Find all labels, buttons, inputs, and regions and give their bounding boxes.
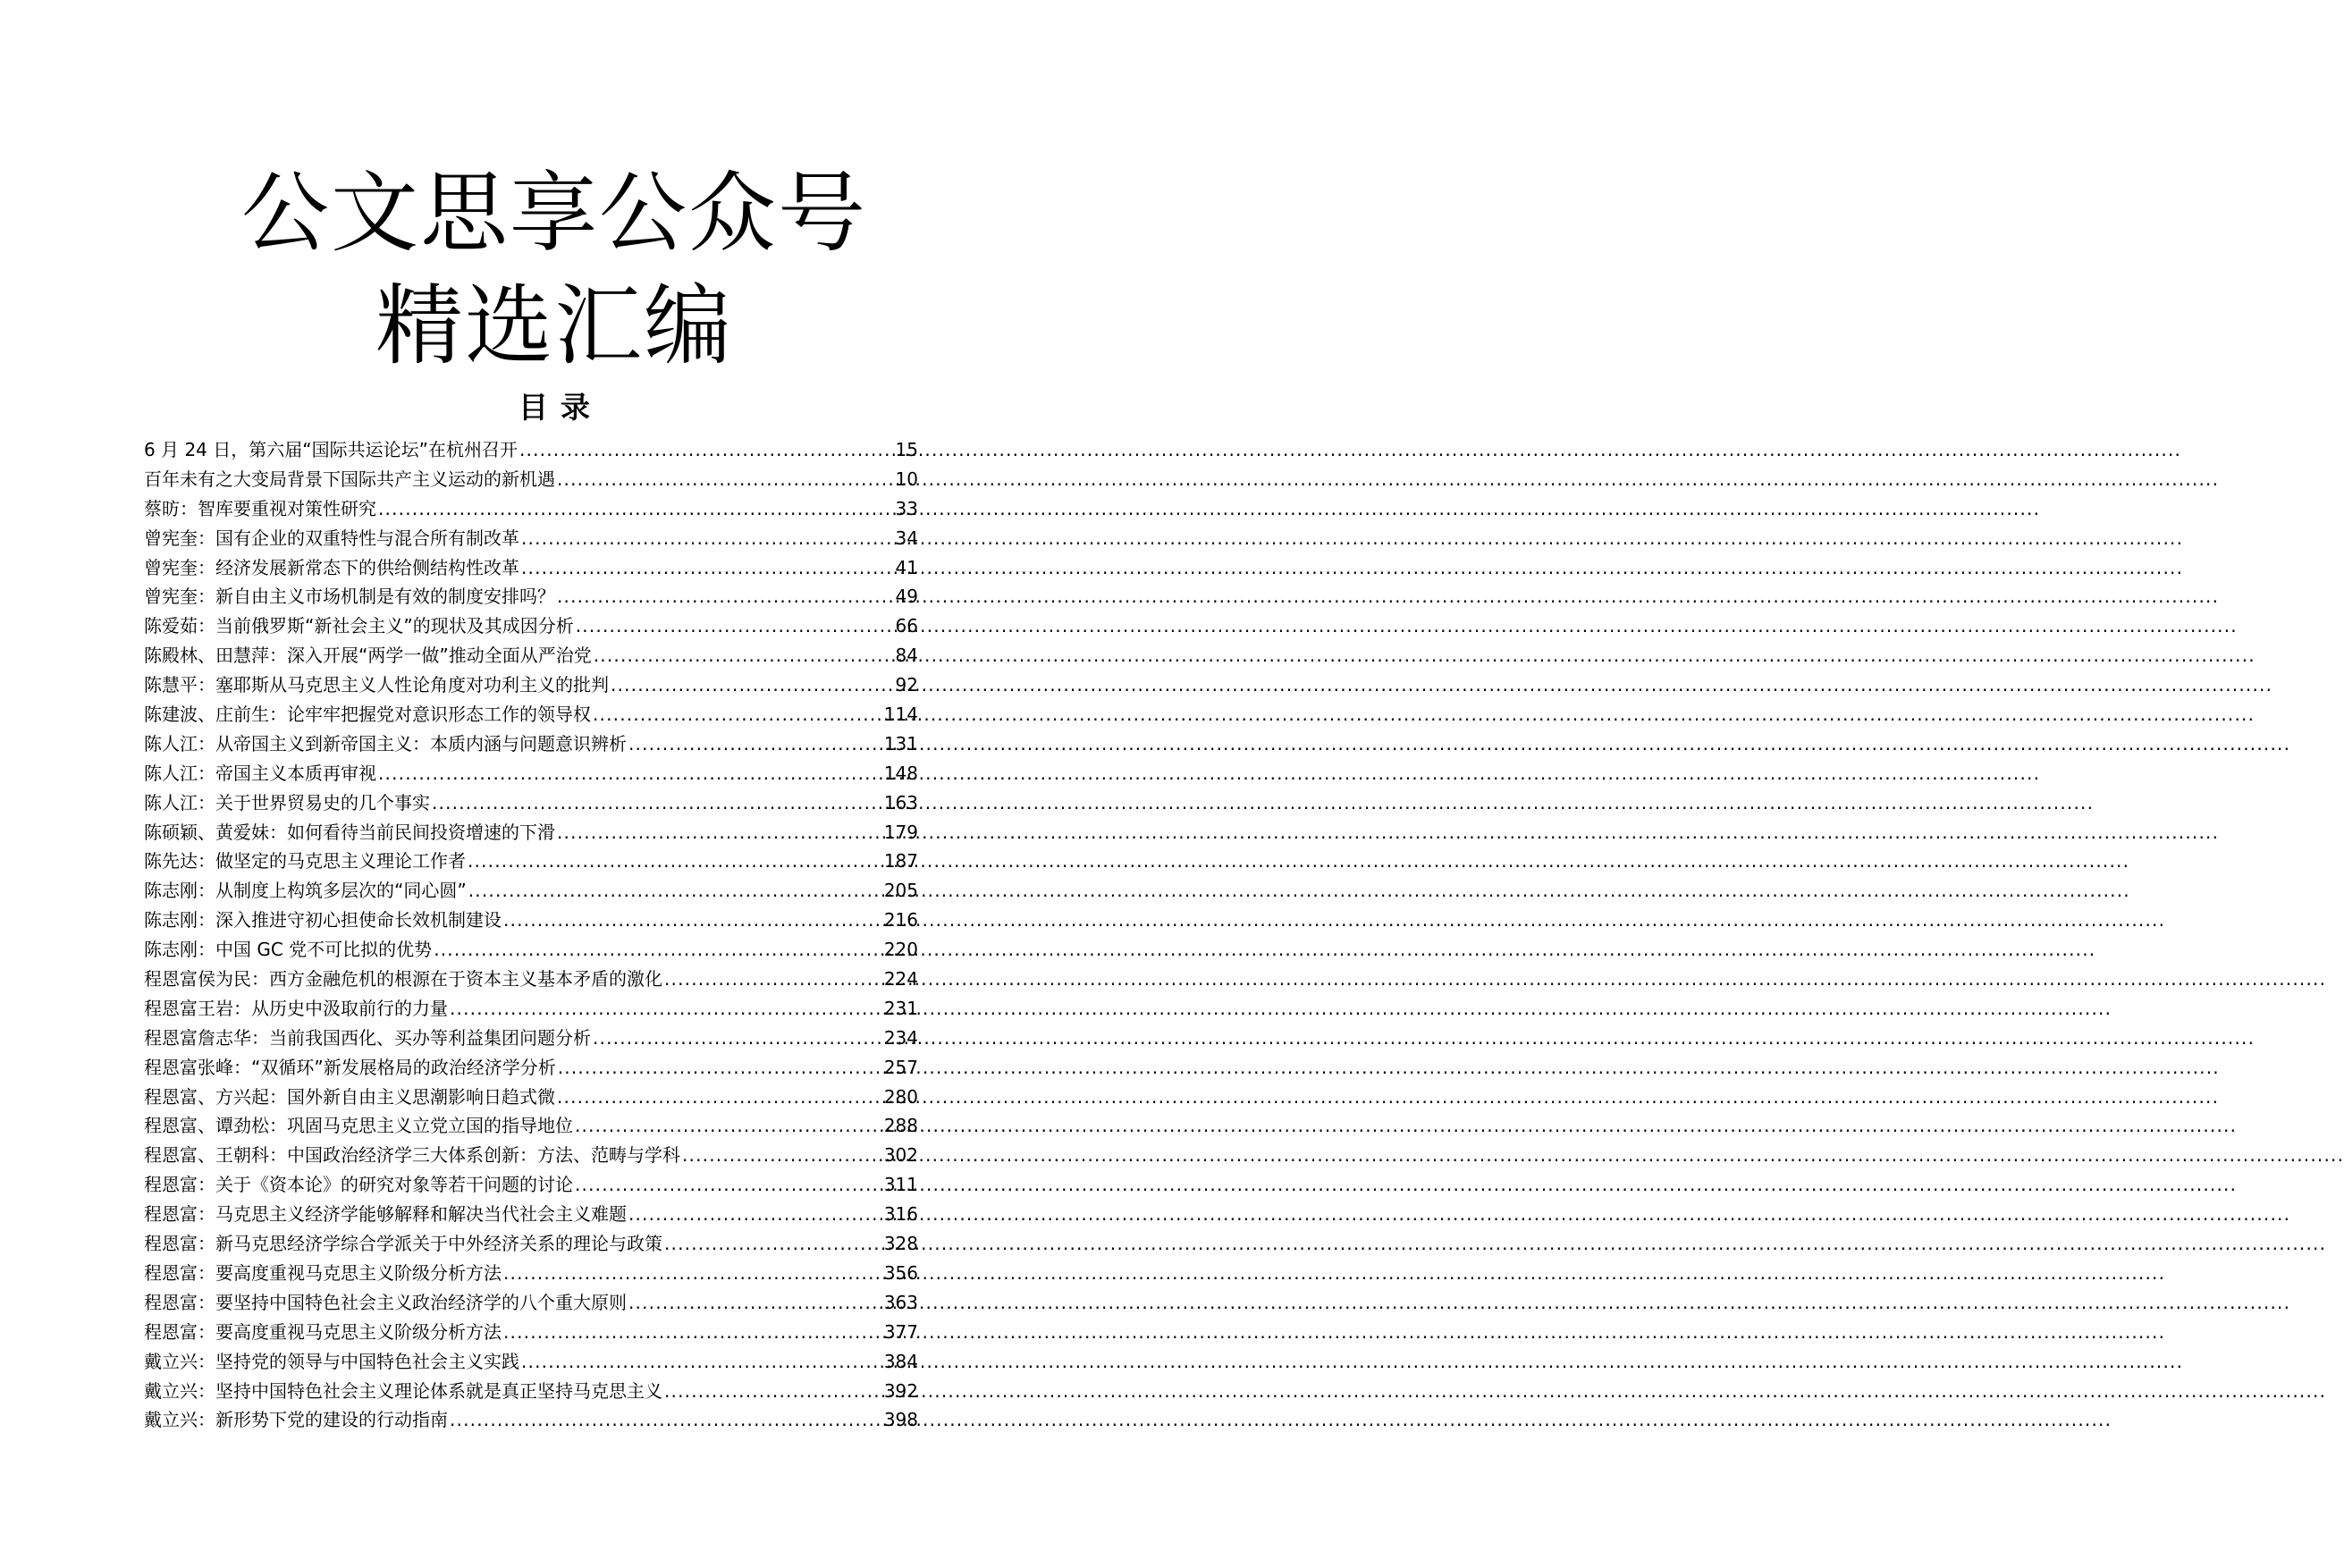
toc-entry[interactable]: [144, 465, 918, 494]
toc-leader-dots: [502, 906, 884, 935]
toc-entry-title: 程恩富张峰：“双循环”新发展格局的政治经济学分析: [144, 1056, 556, 1078]
toc-entry-title: 戴立兴：坚持党的领导与中国特色社会主义实践: [144, 1350, 519, 1372]
toc-entry[interactable]: [144, 700, 918, 729]
toc-entry-page: 392: [883, 1379, 918, 1402]
toc-entry[interactable]: [144, 435, 918, 465]
toc-entry[interactable]: [144, 818, 918, 847]
toc-entry-page: 377: [883, 1320, 918, 1343]
toc-entry-page: 384: [883, 1350, 918, 1372]
toc-entry-page: 220: [883, 939, 918, 961]
toc-entry-title: 陈志刚：中国 GC 党不可比拟的优势: [144, 939, 433, 961]
toc-leader-dots: [573, 1170, 884, 1200]
toc-entry[interactable]: [144, 759, 918, 788]
toc-entry-page: 49: [895, 586, 918, 608]
toc-entry[interactable]: [144, 553, 918, 583]
toc-entry-title: 戴立兴：坚持中国特色社会主义理论体系就是真正坚持马克思主义: [144, 1379, 662, 1402]
toc-entry-title: 程恩富：要高度重视马克思主义阶级分析方法: [144, 1261, 502, 1284]
toc-heading: 目录: [519, 390, 603, 425]
toc-entry[interactable]: [144, 1170, 918, 1200]
toc-leader-dots: [519, 524, 896, 553]
toc-leader-dots: [432, 935, 884, 965]
toc-entry[interactable]: [144, 935, 918, 965]
toc-entry-title: 6 月 24 日，第六届“国际共运论坛”在杭州召开: [144, 439, 518, 460]
toc-entry-page: 148: [883, 762, 918, 784]
toc-leader-dots: [591, 700, 884, 729]
toc-leader-dots: [555, 1083, 884, 1112]
toc-entry-page: 66: [895, 615, 918, 637]
toc-leader-dots: [662, 1229, 884, 1259]
toc-entry-page: 187: [883, 850, 918, 873]
toc-entry-title: 程恩富王岩：从历史中汲取前行的力量: [144, 997, 448, 1019]
toc-leader-dots: [662, 1377, 884, 1406]
toc-entry[interactable]: [144, 1318, 918, 1347]
toc-entry-page: 10: [895, 468, 918, 490]
toc-entry-title: 程恩富：关于《资本论》的研究对象等若干问题的讨论: [144, 1174, 573, 1196]
toc-leader-dots: [591, 1024, 884, 1053]
toc-leader-dots: [467, 876, 884, 906]
toc-entry-title: 程恩富：要坚持中国特色社会主义政治经济学的八个重大原则: [144, 1291, 627, 1313]
toc-entry-title: 陈先达：做坚定的马克思主义理论工作者: [144, 850, 466, 873]
toc-entry[interactable]: [144, 1259, 918, 1288]
toc-entry[interactable]: [144, 847, 918, 876]
toc-leader-dots: [555, 582, 896, 611]
toc-entry-title: 陈殿林、田慧萍：深入开展“两学一做”推动全面从严治党: [144, 645, 592, 667]
toc-entry-title: 程恩富：马克思主义经济学能够解释和解决当代社会主义难题: [144, 1203, 627, 1226]
toc-entry[interactable]: [144, 1347, 918, 1377]
toc-leader-dots: [555, 818, 884, 847]
toc-entry-page: 328: [883, 1233, 918, 1255]
toc-entry-title: 陈人江：关于世界贸易史的几个事实: [144, 791, 430, 814]
toc-leader-dots: [627, 1200, 884, 1229]
toc-leader-dots: [448, 994, 884, 1024]
toc-entry-page: 398: [883, 1409, 918, 1431]
toc-entry[interactable]: [144, 1377, 918, 1406]
toc-entry-page: 216: [883, 909, 918, 932]
toc-entry-title: 陈人江：从帝国主义到新帝国主义：本质内涵与问题意识辨析: [144, 732, 627, 754]
toc-entry[interactable]: [144, 611, 918, 641]
toc-entry[interactable]: [144, 994, 918, 1024]
toc-entry[interactable]: [144, 641, 918, 670]
toc-leader-dots: [519, 553, 896, 583]
toc-entry-title: 戴立兴：新形势下党的建设的行动指南: [144, 1409, 448, 1431]
toc-entry-page: 34: [895, 527, 918, 549]
toc-entry-title: 陈爱茹：当前俄罗斯“新社会主义”的现状及其成因分析: [144, 615, 574, 637]
toc-entry-page: 316: [883, 1203, 918, 1226]
toc-leader-dots: [627, 729, 884, 759]
toc-entry-title: 蔡昉：智库要重视对策性研究: [144, 497, 376, 519]
toc-entry-page: 41: [895, 556, 918, 578]
toc-entry[interactable]: [144, 1200, 918, 1229]
toc-entry[interactable]: [144, 906, 918, 935]
toc-entry-page: 231: [883, 997, 918, 1019]
toc-entry-page: 179: [883, 821, 918, 843]
document-title-line2: 精选汇编: [375, 275, 733, 377]
toc-entry-page: 15: [895, 439, 918, 460]
toc-leader-dots: [573, 1111, 884, 1141]
toc-entry-page: 33: [895, 497, 918, 519]
toc-entry-page: 114: [883, 704, 918, 726]
toc-entry-title: 程恩富、谭劲松：巩固马克思主义立党立国的指导地位: [144, 1115, 573, 1137]
toc-leader-dots: [502, 1259, 884, 1288]
toc-entry-title: 陈人江：帝国主义本质再审视: [144, 762, 376, 784]
toc-entry-title: 曾宪奎：国有企业的双重特性与混合所有制改革: [144, 527, 519, 549]
toc-entry[interactable]: [144, 729, 918, 759]
toc-entry[interactable]: [144, 1288, 918, 1318]
toc-leader-dots: [466, 847, 884, 876]
toc-entry-page: 234: [883, 1026, 918, 1049]
toc-entry-page: 288: [883, 1115, 918, 1137]
toc-leader-dots: [430, 788, 884, 818]
toc-entry[interactable]: [144, 494, 918, 524]
toc-entry-page: 311: [883, 1174, 918, 1196]
toc-entry[interactable]: [144, 582, 918, 611]
toc-leader-dots: [609, 670, 896, 700]
toc-leader-dots: [502, 1318, 884, 1347]
toc-entry-title: 程恩富：新马克思经济学综合学派关于中外经济关系的理论与政策: [144, 1233, 662, 1255]
toc-entry[interactable]: [144, 1141, 918, 1170]
toc-entry-page: 84: [895, 645, 918, 667]
toc-leader-dots: [376, 759, 884, 788]
toc-entry-title: 百年未有之大变局背景下国际共产主义运动的新机遇: [144, 468, 555, 490]
toc-entry-title: 陈志刚：从制度上构筑多层次的“同心圆”: [144, 880, 467, 902]
toc-entry[interactable]: [144, 1053, 918, 1083]
toc-leader-dots: [448, 1405, 884, 1435]
toc-entry-title: 陈慧平：塞耶斯从马克思主义人性论角度对功利主义的批判: [144, 674, 609, 696]
toc-entry-page: 257: [883, 1056, 918, 1078]
toc-entry[interactable]: [144, 788, 918, 818]
toc-entry[interactable]: [144, 876, 918, 906]
toc-leader-dots: [519, 1347, 884, 1377]
toc-entry-title: 程恩富：要高度重视马克思主义阶级分析方法: [144, 1320, 502, 1343]
toc-leader-dots: [574, 611, 896, 641]
toc-entry[interactable]: [144, 1024, 918, 1053]
toc-entry-page: 356: [883, 1261, 918, 1284]
toc-entry[interactable]: [144, 524, 918, 553]
toc-entry-title: 曾宪奎：新自由主义市场机制是有效的制度安排吗？: [144, 586, 555, 608]
toc-entry-title: 陈志刚：深入推进守初心担使命长效机制建设: [144, 909, 502, 932]
toc-leader-dots: [556, 1053, 884, 1083]
toc-entry-page: 224: [883, 968, 918, 991]
toc-entry-page: 131: [883, 732, 918, 754]
toc-leader-dots: [592, 641, 896, 670]
toc-leader-dots: [555, 465, 896, 494]
toc-entry-page: 363: [883, 1291, 918, 1313]
toc-entry-title: 程恩富、王朝科：中国政治经济学三大体系创新：方法、范畴与学科: [144, 1144, 680, 1167]
toc-leader-dots: [376, 494, 896, 524]
toc-entry[interactable]: [144, 1405, 918, 1435]
toc-entry-title: 程恩富詹志华：当前我国西化、买办等利益集团问题分析: [144, 1026, 591, 1049]
toc-entry-title: 程恩富侯为民：西方金融危机的根源在于资本主义基本矛盾的激化: [144, 968, 662, 991]
toc-leader-dots: [627, 1288, 884, 1318]
toc-leader-dots: [680, 1141, 884, 1170]
toc-entry-page: 302: [883, 1144, 918, 1167]
toc-leader-dots: [662, 965, 884, 994]
toc-entry-title: 陈建波、庄前生：论牢牢把握党对意识形态工作的领导权: [144, 704, 591, 726]
toc-entry-title: 曾宪奎：经济发展新常态下的供给侧结构性改革: [144, 556, 519, 578]
toc-entry-page: 163: [883, 791, 918, 814]
toc-entry-page: 92: [895, 674, 918, 696]
toc-leader-dots: [518, 435, 896, 465]
toc-entry[interactable]: [144, 965, 918, 994]
toc-entry[interactable]: [144, 1083, 918, 1112]
toc-entry[interactable]: [144, 1229, 918, 1259]
toc-entry[interactable]: [144, 1111, 918, 1141]
toc-entry-title: 程恩富、方兴起：国外新自由主义思潮影响日趋式微: [144, 1085, 555, 1108]
table-of-contents: [144, 435, 918, 1435]
document-title-line1: 公文思享公众号: [240, 163, 867, 265]
toc-entry-page: 205: [883, 880, 918, 902]
toc-entry-page: 280: [883, 1085, 918, 1108]
toc-entry-title: 陈硕颖、黄爱妹：如何看待当前民间投资增速的下滑: [144, 821, 555, 843]
toc-entry[interactable]: [144, 670, 918, 700]
